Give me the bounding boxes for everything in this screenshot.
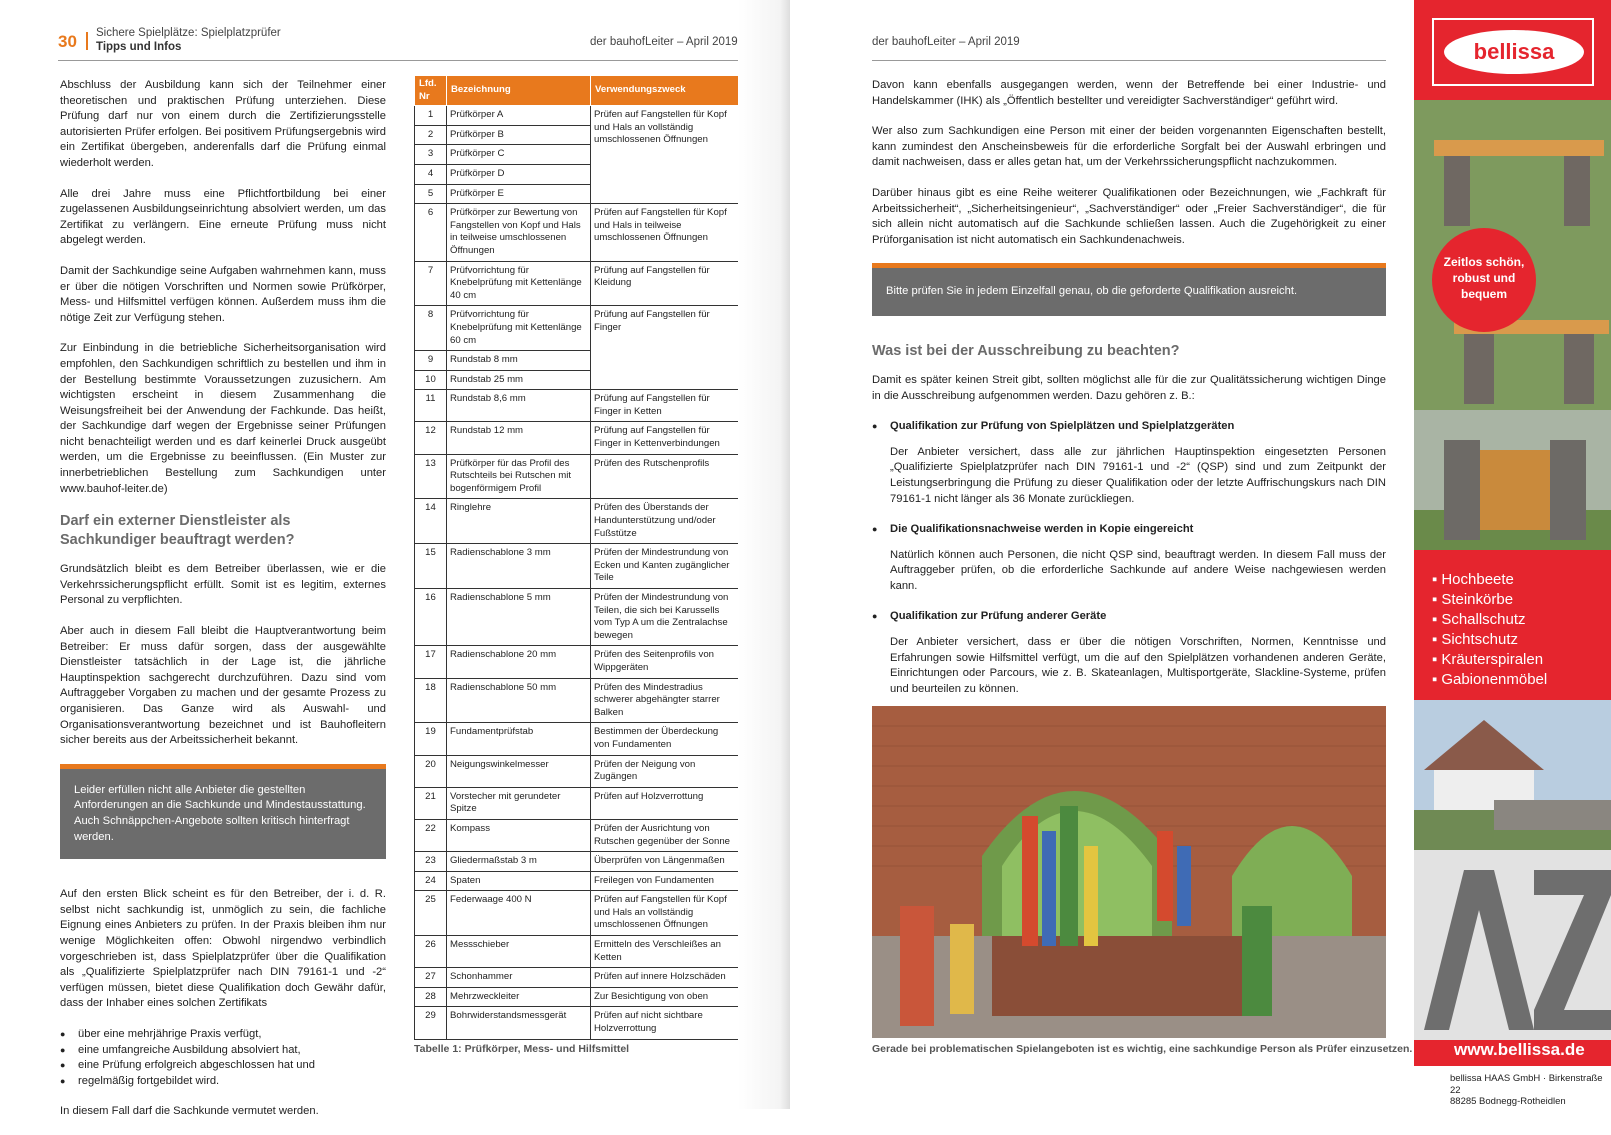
bullet-icon: ● bbox=[872, 611, 878, 622]
item-purpose: Prüfen der Ausrichtung von Rutschen gegenüber der Sonne bbox=[591, 819, 740, 851]
table-row bbox=[415, 678, 740, 723]
row-number: 28 bbox=[415, 987, 447, 1007]
paragraph: Damit es später keinen Streit gibt, sollten möglichst alle für die zur Qualitätssicherung wichtigen Dinge in die Ausschreibung aufgenommen werden. Dazu gehören z. B.: bbox=[872, 373, 1386, 402]
row-number: 7 bbox=[415, 261, 447, 306]
playground-photo bbox=[872, 706, 1386, 1038]
requirement-text: Der Anbieter versichert, dass er über die nötigen Vorschriften, Normen, Kenntnisse und Erfahrungen sowie Hilfsmittel verfügt, um die auf den Spielplätzen vorhandenen anderen Geräte, Einrichtungen oder Parcours, wie z. B. Skateanlagen, Multisportgeräte, Slackline-Systeme, prüfen und beurteilen zu können. bbox=[890, 636, 1386, 695]
left-column bbox=[60, 78, 386, 1135]
table-row bbox=[415, 987, 740, 1007]
item-name: Prüfkörper A bbox=[447, 106, 591, 126]
table-row bbox=[415, 871, 740, 891]
item-name: Prüfkörper für das Profil des Rutschteils bei Rutschen mit bogenförmigem Profil bbox=[447, 454, 591, 499]
publication-left: der bauhofLeiter – April 2019 bbox=[590, 36, 738, 48]
address-line: bellissa HAAS GmbH · Birkenstraße 22 bbox=[1450, 1073, 1603, 1096]
row-number: 14 bbox=[415, 499, 447, 544]
closing-paragraph: In diesem Fall darf die Sachkunde vermutet werden. bbox=[60, 1105, 319, 1118]
table-row bbox=[415, 499, 740, 544]
item-purpose: Prüfen des Mindestradius schwerer abgehängter starrer Balken bbox=[591, 678, 740, 723]
item-purpose: Prüfen der Neigung von Zugängen bbox=[591, 755, 740, 787]
row-number: 12 bbox=[415, 422, 447, 454]
row-number: 27 bbox=[415, 968, 447, 988]
table-row bbox=[415, 589, 740, 646]
table-row bbox=[415, 390, 740, 422]
product-item: ▪ Steinkörbe bbox=[1432, 590, 1547, 610]
item-purpose: Freilegen von Fundamenten bbox=[591, 871, 740, 891]
header-rule bbox=[58, 60, 740, 61]
item-name: Messschieber bbox=[447, 936, 591, 968]
item-name: Fundamentprüfstab bbox=[447, 723, 591, 755]
row-number: 6 bbox=[415, 204, 447, 261]
publication-right: der bauhofLeiter – April 2019 bbox=[872, 36, 1020, 48]
list-item: ● regelmäßig fortgebildet wird. bbox=[60, 1074, 386, 1090]
item-name: Prüfkörper zur Bewertung von Fangstellen von Kopf und Hals in teilweise umschlossenen Öffnungen bbox=[447, 204, 591, 261]
section-title: Sichere Spielplätze: Spielplatzprüfer bbox=[96, 27, 281, 39]
item-purpose: Prüfen auf Fangstellen für Kopf und Hals in teilweise umschlossenen Öffnungen bbox=[591, 204, 740, 261]
item-name: Vorstecher mit gerundeter Spitze bbox=[447, 787, 591, 819]
table-row bbox=[415, 723, 740, 755]
page-number: 30 bbox=[58, 32, 77, 51]
item-name: Prüfkörper B bbox=[447, 125, 591, 145]
address-line: 88285 Bodnegg-Rotheidlen bbox=[1450, 1096, 1566, 1107]
table-row bbox=[415, 544, 740, 589]
table-row bbox=[415, 106, 740, 126]
product-item: ▪ Sichtschutz bbox=[1432, 630, 1547, 650]
row-number: 21 bbox=[415, 787, 447, 819]
item-purpose: Prüfen auf nicht sichtbare Holzverrottung bbox=[591, 1007, 740, 1039]
row-number: 25 bbox=[415, 891, 447, 936]
fence-image bbox=[1414, 410, 1611, 550]
paragraph: Wer also zum Sachkundigen eine Person mit einer der beiden vorgenannten Eigenschaften bestellt, kann zumindest den Anscheinsbeweis für die erforderliche Sorgfalt bei der Auswahl erbringen und damit nachweisen, dass er alles getan hat, um der Verkehrssicherungspflicht nachzukommen. bbox=[872, 125, 1386, 169]
bellissa-logo bbox=[1432, 18, 1594, 86]
row-number: 26 bbox=[415, 936, 447, 968]
requirement-title: Qualifikation zur Prüfung von Spielplätzen und Spielplatzgeräten bbox=[890, 420, 1235, 433]
playground-arch-illustration bbox=[872, 706, 1386, 1038]
header-bar bbox=[86, 32, 88, 50]
item-name: Rundstab 8 mm bbox=[447, 351, 591, 371]
requirement-title: Qualifikation zur Prüfung anderer Geräte bbox=[890, 610, 1107, 623]
row-number: 19 bbox=[415, 723, 447, 755]
header-rule bbox=[872, 60, 1386, 61]
product-item: ▪ Kräuterspiralen bbox=[1432, 650, 1547, 670]
table-row bbox=[415, 454, 740, 499]
requirement-item bbox=[872, 522, 1386, 538]
item-name: Radienschablone 20 mm bbox=[447, 646, 591, 678]
table-row bbox=[415, 204, 740, 261]
item-purpose: Prüfen der Mindestrundung von Ecken und Kanten zugänglicher Teile bbox=[591, 544, 740, 589]
table-row bbox=[415, 819, 740, 851]
table-row bbox=[415, 646, 740, 678]
row-number: 5 bbox=[415, 184, 447, 204]
item-purpose: Prüfen auf Fangstellen für Kopf und Hals an vollständig umschlossenen Öffnungen bbox=[591, 891, 740, 936]
item-purpose: Ermitteln des Verschleißes an Ketten bbox=[591, 936, 740, 968]
item-name: Mehrzweckleiter bbox=[447, 987, 591, 1007]
house-image bbox=[1414, 700, 1611, 850]
item-name: Neigungswinkelmesser bbox=[447, 755, 591, 787]
item-purpose: Prüfen auf innere Holzschäden bbox=[591, 968, 740, 988]
letters-image bbox=[1414, 850, 1611, 1040]
table-row bbox=[415, 968, 740, 988]
table-row bbox=[415, 787, 740, 819]
row-number: 16 bbox=[415, 589, 447, 646]
gabion-fence-illustration bbox=[1414, 410, 1611, 550]
list-item: ● über eine mehrjährige Praxis verfügt, bbox=[60, 1027, 386, 1043]
product-item: ▪ Schallschutz bbox=[1432, 610, 1547, 630]
list-item: ● eine umfangreiche Ausbildung absolviert hat, bbox=[60, 1043, 386, 1059]
brand-name: bellissa bbox=[1444, 30, 1584, 74]
item-name: Spaten bbox=[447, 871, 591, 891]
column-header: Bezeichnung bbox=[447, 76, 591, 106]
item-purpose: Prüfung auf Fangstellen für Finger bbox=[591, 306, 740, 390]
paragraph: Darüber hinaus gibt es eine Reihe weiterer Qualifikationen oder Bezeichnungen, wie „Fachkraft für Arbeitssicherheit“, „Sicherheitsingenieur“, „Sachverständiger“ oder „Freier Sachverständiger“, die für sich allein nicht automatisch auf die Sachkunde schließen lassen. Auch die Zugehörigkeit zu einer Prüforganisation ist nicht automatisch ein Sachkundenachweis. bbox=[872, 186, 1386, 246]
table-row bbox=[415, 936, 740, 968]
item-purpose: Prüfen des Seitenprofils von Wippgeräten bbox=[591, 646, 740, 678]
item-purpose: Prüfung auf Fangstellen für Kleidung bbox=[591, 261, 740, 306]
callout-box: Leider erfüllen nicht alle Anbieter die gestellten Anforderungen an die Sachkunde und Mindestausstattung. Auch Schnäppchen-Angebote sollten kritisch hinterfragt werden. bbox=[60, 764, 386, 859]
item-name: Radienschablone 50 mm bbox=[447, 678, 591, 723]
requirement-item bbox=[872, 609, 1386, 625]
item-name: Prüfkörper D bbox=[447, 164, 591, 184]
paragraph: Grundsätzlich bleibt es dem Betreiber überlassen, wie er die Verkehrssicherungspflicht erfüllt. Somit ist es legitim, externes Personal zu verpflichten. bbox=[60, 563, 386, 607]
section-subtitle: Tipps und Infos bbox=[96, 41, 182, 53]
row-number: 3 bbox=[415, 145, 447, 165]
item-purpose: Prüfen auf Fangstellen für Kopf und Hals an vollständig umschlossenen Öffnungen bbox=[591, 106, 740, 204]
item-name: Kompass bbox=[447, 819, 591, 851]
item-name: Prüfvorrichtung für Knebelprüfung mit Kettenlänge 40 cm bbox=[447, 261, 591, 306]
product-list bbox=[1432, 570, 1547, 690]
requirement-item bbox=[872, 419, 1386, 435]
bullet-icon: ● bbox=[872, 421, 878, 432]
requirement-title: Die Qualifikationsnachweise werden in Kopie eingereicht bbox=[890, 523, 1194, 536]
paragraph: Zur Einbindung in die betriebliche Sicherheitsorganisation wird empfohlen, den Sachkundigen schriftlich zu bestellen und ihm in der Bestellung bestimmte Voraussetzungen zuzusichern. Am wichtigsten erscheint in diesem Zusammenhang die Weisungsfreiheit bei der Anwendung der Fachkunde. Das heißt, der Sachkundige darf wegen der Ergebnisse seiner Prüfungen nicht benachteiligt werden und es darf keinerlei Druck ausgeübt werden, um die Ergebnisse zu beeinflussen. (Ein Muster zur innerbetrieblichen Bestellung zum Sachkundigen unter www.bauhof-leiter.de) bbox=[60, 342, 386, 495]
item-name: Ringlehre bbox=[447, 499, 591, 544]
product-item: ▪ Gabionenmöbel bbox=[1432, 670, 1547, 690]
heading: Darf ein externer Dienstleister als Sachkundiger beauftragt werden? bbox=[60, 513, 295, 549]
bullet-icon: ● bbox=[872, 524, 878, 535]
row-number: 13 bbox=[415, 454, 447, 499]
item-purpose: Zur Besichtigung von oben bbox=[591, 987, 740, 1007]
paragraph: Davon kann ebenfalls ausgegangen werden, wenn der Betreffende bei einer Industrie- und Handelskammer (IHK) als „Öffentlich bestellter und vereidigter Sachverständiger“ geführt wird. bbox=[872, 79, 1386, 107]
table-body bbox=[415, 106, 740, 1039]
row-number: 20 bbox=[415, 755, 447, 787]
item-name: Federwaage 400 N bbox=[447, 891, 591, 936]
item-name: Radienschablone 5 mm bbox=[447, 589, 591, 646]
row-number: 4 bbox=[415, 164, 447, 184]
requirement-text: Natürlich können auch Personen, die nicht QSP sind, beauftragt werden. In diesem Fall muss der Auftraggeber prüfen, ob die erforderliche Sachkunde auf andere Weise nachgewiesen werden kann. bbox=[890, 548, 1386, 592]
table-row bbox=[415, 1007, 740, 1039]
table-row bbox=[415, 755, 740, 787]
item-name: Prüfkörper E bbox=[447, 184, 591, 204]
item-name: Prüfvorrichtung für Knebelprüfung mit Kettenlänge 60 cm bbox=[447, 306, 591, 351]
item-purpose: Prüfen des Rutschenprofils bbox=[591, 454, 740, 499]
row-number: 17 bbox=[415, 646, 447, 678]
item-name: Rundstab 25 mm bbox=[447, 370, 591, 390]
section-header bbox=[96, 26, 281, 54]
bullet-list bbox=[60, 1027, 386, 1089]
item-name: Gliedermaßstab 3 m bbox=[447, 852, 591, 872]
row-number: 15 bbox=[415, 544, 447, 589]
table-caption: Tabelle 1: Prüfkörper, Mess- und Hilfsmittel bbox=[414, 1043, 630, 1055]
row-number: 23 bbox=[415, 852, 447, 872]
row-number: 24 bbox=[415, 871, 447, 891]
item-name: Radienschablone 3 mm bbox=[447, 544, 591, 589]
table-row bbox=[415, 306, 740, 351]
photo-caption: Gerade bei problematischen Spielangeboten ist es wichtig, eine sachkundige Person als Prüfer einzusetzen. bbox=[872, 1043, 1413, 1055]
row-number: 2 bbox=[415, 125, 447, 145]
column-header: Verwendungszweck bbox=[591, 76, 740, 106]
slogan-badge: Zeitlos schön, robust und bequem bbox=[1432, 228, 1536, 332]
table-row bbox=[415, 261, 740, 306]
row-number: 1 bbox=[415, 106, 447, 126]
equipment-table bbox=[414, 75, 740, 1040]
item-name: Bohrwiderstandsmessgerät bbox=[447, 1007, 591, 1039]
item-name: Rundstab 8,6 mm bbox=[447, 390, 591, 422]
row-number: 22 bbox=[415, 819, 447, 851]
paragraph: Damit der Sachkundige seine Aufgaben wahrnehmen kann, muss er über die nötigen Vorschriften und Normen sowie Prüfkörper, Mess- und Hilfsmittel verfügen können. Außerdem muss ihm die nötige Zeit zur Verfügung stehen. bbox=[60, 264, 386, 324]
column-header: Lfd. Nr bbox=[415, 76, 447, 106]
table-row bbox=[415, 852, 740, 872]
house-illustration bbox=[1414, 700, 1611, 850]
row-number: 10 bbox=[415, 370, 447, 390]
item-purpose: Bestimmen der Überdeckung von Fundamenten bbox=[591, 723, 740, 755]
paragraph: Aber auch in diesem Fall bleibt die Hauptverantwortung beim Betreiber: Er muss dafür sorgen, dass der ausgewählte Dienstleister tatsächlich in der Lage ist, die jährliche Hauptinspektion sachgerecht durchzuführen. Dazu sind vom Auftraggeber Vorgaben zu machen und der gesamte Prozess zu organisieren. Das Ganze wird als Auswahl- und Organisationsverantwortung bezeichnet und ist Bauhofleitern sicher bereits aus der Arbeitssicherheit bekannt. bbox=[60, 625, 386, 747]
row-number: 29 bbox=[415, 1007, 447, 1039]
table-row bbox=[415, 422, 740, 454]
list-item: ● eine Prüfung erfolgreich abgeschlossen hat und bbox=[60, 1058, 386, 1074]
item-purpose: Prüfung auf Fangstellen für Finger in Kettenverbindungen bbox=[591, 422, 740, 454]
item-purpose: Überprüfen von Längenmaßen bbox=[591, 852, 740, 872]
left-page bbox=[0, 0, 790, 1118]
paragraph: Abschluss der Ausbildung kann sich der Teilnehmer einer theoretischen und praktischen Prüfung unterziehen. Diese Prüfung darf nur von einem durch die Zertifizierungsstelle autorisierten Prüfer erfolgen. Bei positivem Prüfungsergebnis wird ein Zertifikat übergeben, anderenfalls darf die Prüfung einmal wiederholt werden. bbox=[60, 79, 386, 169]
paragraph: Auf den ersten Blick scheint es für den Betreiber, der i. d. R. selbst nicht sachkundig ist, unmöglich zu sein, die fachliche Eignung eines Anbieters zu prüfen. In der Praxis bleiben ihm nur wenige Möglichkeiten offen: Obwohl nirgendwo verbindlich vorgeschrieben ist, dass Spielplatzprüfer über die Qualifikation als „Qualifizierte Spielplatzprüfer nach DIN 79161-1 und -2“ verfügen müssen, bietet diese Qualifikation doch Gewähr dafür, dass der Inhaber eines solchen Zertifikats bbox=[60, 888, 386, 1010]
paragraph: Alle drei Jahre muss eine Pflichtfortbildung bei einer zugelassenen Ausbildungseinrichtung absolviert werden, um das Zertifikat zu verlängern. Eine erneute Prüfung muss nicht abgelegt werden. bbox=[60, 187, 386, 247]
item-name: Schonhammer bbox=[447, 968, 591, 988]
row-number: 8 bbox=[415, 306, 447, 351]
row-number: 9 bbox=[415, 351, 447, 371]
website-link[interactable]: www.bellissa.de bbox=[1454, 1040, 1585, 1059]
row-number: 18 bbox=[415, 678, 447, 723]
item-name: Rundstab 12 mm bbox=[447, 422, 591, 454]
table-row bbox=[415, 891, 740, 936]
bellissa-ad bbox=[1414, 0, 1611, 1109]
table-header-row bbox=[415, 76, 740, 106]
heading: Was ist bei der Ausschreibung zu beachten? bbox=[872, 342, 1180, 359]
item-purpose: Prüfen des Überstands der Handunterstützung und/oder Fußstütze bbox=[591, 499, 740, 544]
right-column bbox=[872, 78, 1386, 712]
requirement-text: Der Anbieter versichert, dass alle zur jährlichen Hauptinspektion eingesetzten Personen „Qualifizierte Spielplatzprüfer nach DIN 79161-1 und -2“ (QSP) sind und zum Zeitpunkt der Leistungserbringung die Prüfung zu dieser Qualifikation oder der letzte Auffrischungskurs nach DIN 79161-1 nicht länger als 36 Monate zurückliegen. bbox=[890, 445, 1386, 505]
callout-box: Bitte prüfen Sie in jedem Einzelfall genau, ob die geforderte Qualifikation ausreicht. bbox=[872, 263, 1386, 316]
product-item: ▪ Hochbeete bbox=[1432, 570, 1547, 590]
item-name: Prüfkörper C bbox=[447, 145, 591, 165]
item-purpose: Prüfen der Mindestrundung von Teilen, die sich bei Karussells vom Typ A um die Zentralachse bewegen bbox=[591, 589, 740, 646]
row-number: 11 bbox=[415, 390, 447, 422]
item-purpose: Prüfung auf Fangstellen für Finger in Ketten bbox=[591, 390, 740, 422]
gabion-letters-illustration bbox=[1414, 850, 1611, 1040]
company-address bbox=[1414, 1066, 1611, 1109]
item-purpose: Prüfen auf Holzverrottung bbox=[591, 787, 740, 819]
